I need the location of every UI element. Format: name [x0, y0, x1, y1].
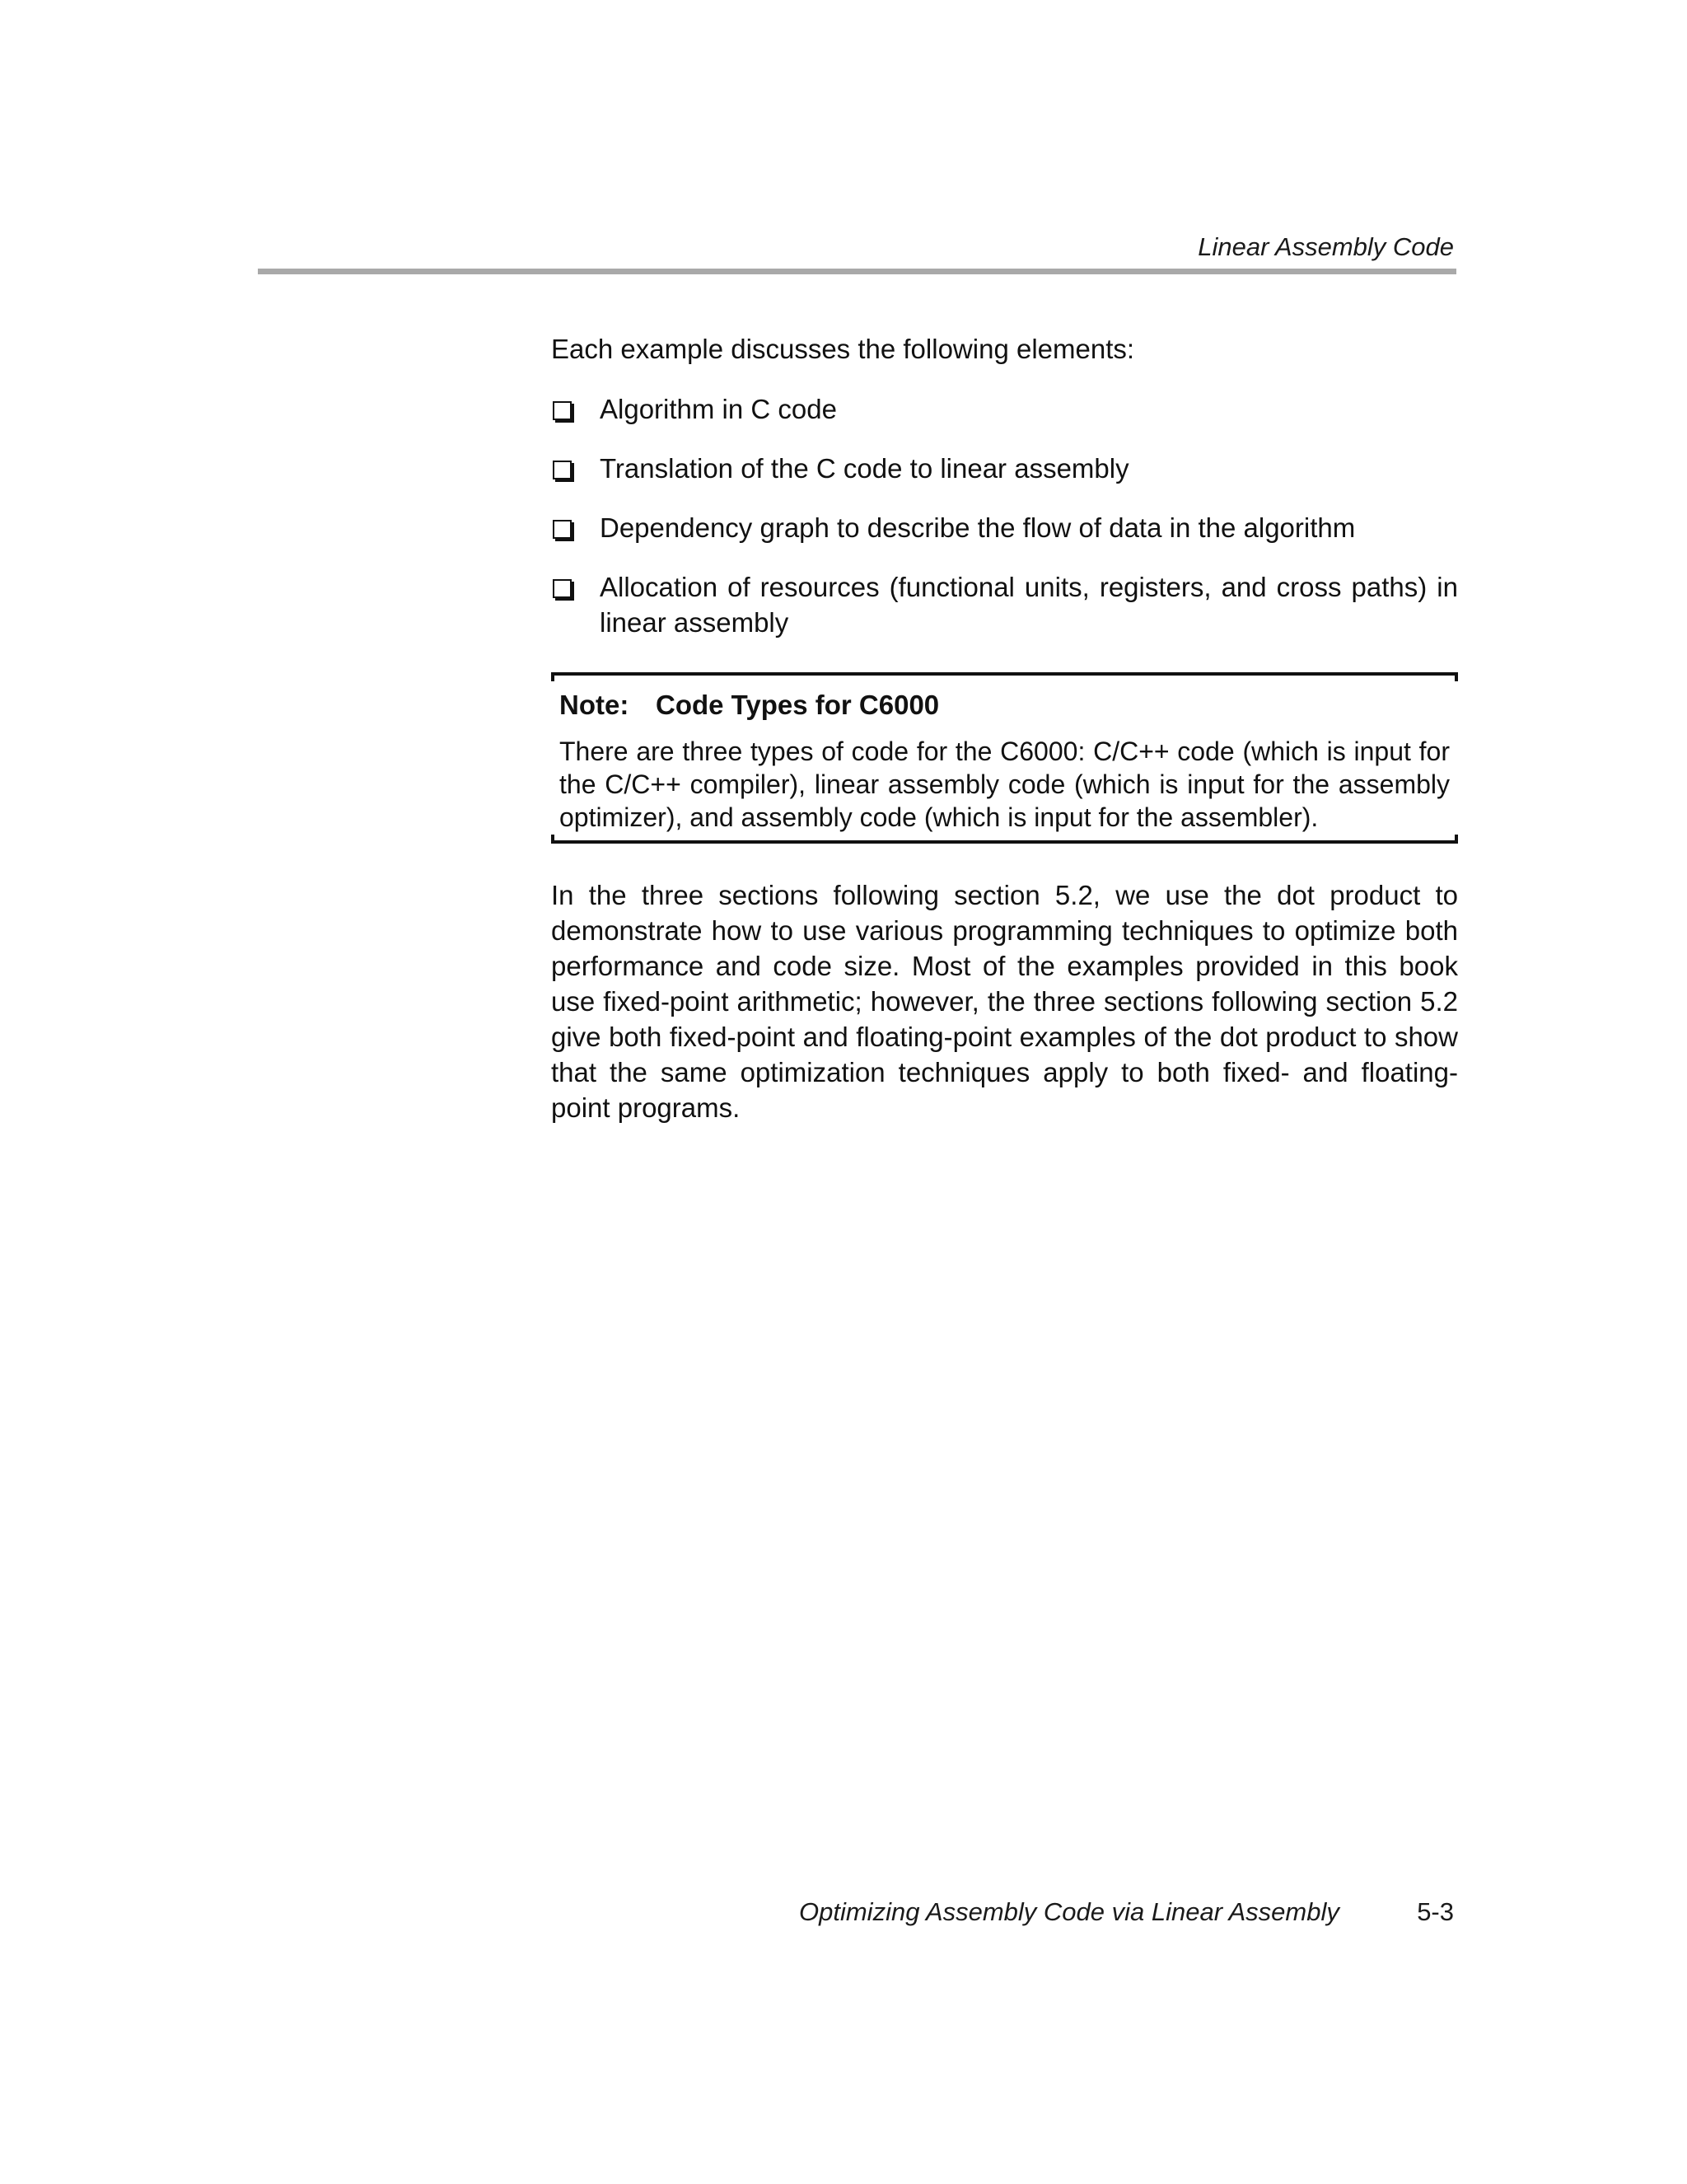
body-paragraph: In the three sections following section 5.2, we use the dot product to demonstrate how to use various programming techniques to optimize both performance and code size. Most of the examples provided in this book use fixed-point arithmetic; however, the three sections following section 5.2 give both fixed-point and floating-point examples of the dot product to show that the same optimization techniques apply to both fixed- and floating-point programs. [551, 880, 1458, 1123]
note-corner-tick [551, 835, 554, 844]
checkbox-bullet-icon [553, 579, 572, 598]
note-title: Code Types for C6000 [656, 690, 940, 720]
list-item [551, 569, 1458, 640]
page-number: 5-3 [1417, 1897, 1454, 1926]
list-item-text: Algorithm in C code [600, 394, 837, 424]
list-item [551, 451, 1458, 486]
list-item-text: Dependency graph to describe the flow of data in the algorithm [600, 512, 1356, 543]
list-item-text: Translation of the C code to linear assembly [600, 453, 1129, 484]
note-box [551, 672, 1458, 844]
note-corner-tick [1455, 835, 1458, 844]
element-list [551, 391, 1458, 640]
checkbox-bullet-icon [553, 401, 572, 420]
list-item [551, 391, 1458, 427]
list-item [551, 510, 1458, 545]
checkbox-bullet-icon [553, 520, 572, 539]
note-label: Note: [559, 690, 629, 720]
main-content [551, 331, 1458, 1125]
footer-chapter-title: Optimizing Assembly Code via Linear Assembly [799, 1897, 1339, 1926]
checkbox-bullet-icon [553, 461, 572, 479]
note-text: There are three types of code for the C6000: C/C++ code (which is input for the C/C++ compiler), linear assembly code (which is input for the assembly optimizer), and assembly code (which is input for the assembler). [559, 737, 1450, 832]
list-item-text: Allocation of resources (functional units, registers, and cross paths) in linear assembly [600, 572, 1458, 638]
intro-text: Each example discusses the following elements: [551, 334, 1135, 364]
note-heading [559, 687, 1450, 723]
running-header: Linear Assembly Code [1198, 232, 1454, 261]
header-rule [258, 269, 1456, 274]
